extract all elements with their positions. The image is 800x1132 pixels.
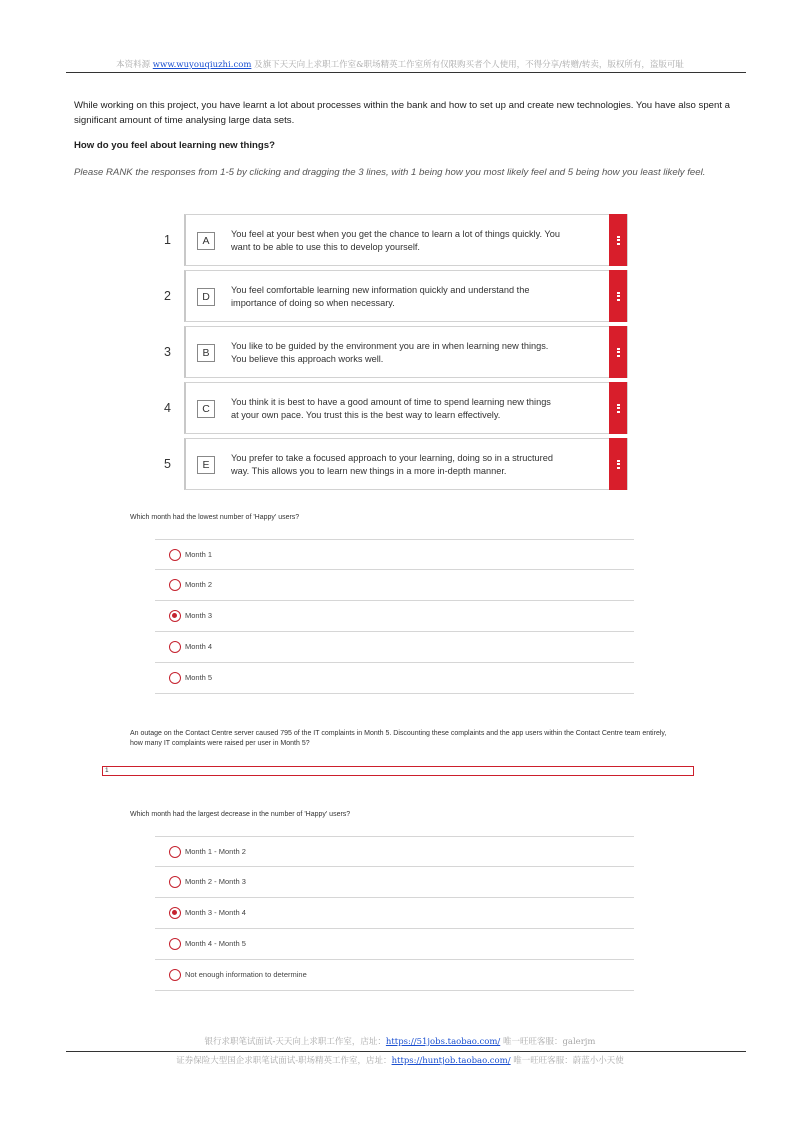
rank-number: 2 <box>164 289 171 303</box>
question4-options <box>155 836 634 991</box>
intro-text: While working on this project, you have learnt a lot about processes within the bank and how to set up and create new technologies. You have also spent a significant amount of time analysing large data sets. <box>74 100 730 126</box>
drag-handle[interactable] <box>609 326 627 378</box>
rank-letter: B <box>197 344 215 362</box>
question2-title: Which month had the lowest number of 'Happy' users? <box>130 514 300 521</box>
rank-letter: A <box>197 232 215 250</box>
footer-line-1 <box>0 1035 800 1047</box>
drag-handle[interactable] <box>609 214 627 266</box>
radio-option-label: Month 1 <box>185 550 213 559</box>
radio-button[interactable] <box>169 938 181 950</box>
question1-instruction: Please RANK the responses from 1-5 by clicking and dragging the 3 lines, with 1 being how you most likely feel and 5 being how you least likely feel. <box>74 167 706 178</box>
rank-row <box>160 214 628 266</box>
rank-row <box>160 382 628 434</box>
question3-answer-input[interactable]: 1 <box>102 766 694 776</box>
rank-card[interactable] <box>184 326 628 378</box>
radio-button[interactable] <box>169 672 181 684</box>
rank-number: 4 <box>164 401 171 415</box>
rank-card[interactable] <box>184 270 628 322</box>
radio-button[interactable] <box>169 907 181 919</box>
radio-option-label: Month 4 <box>185 642 213 651</box>
rank-letter: C <box>197 400 215 418</box>
radio-option-label: Month 3 - Month 4 <box>185 908 246 917</box>
radio-option-label: Month 5 <box>185 673 213 682</box>
rank-row <box>160 438 628 490</box>
radio-button[interactable] <box>169 876 181 888</box>
rank-letter: E <box>197 456 215 474</box>
rank-letter: D <box>197 288 215 306</box>
drag-handle[interactable] <box>609 382 627 434</box>
drag-handle[interactable] <box>609 270 627 322</box>
radio-button[interactable] <box>169 579 181 591</box>
radio-option[interactable] <box>155 539 634 570</box>
rank-text: You prefer to take a focused approach to your learning, doing so in a structured way. This allows you to learn new things in a more in-depth manner. <box>231 453 553 476</box>
radio-option-label: Month 2 <box>185 580 213 589</box>
rank-card[interactable] <box>184 214 628 266</box>
header-suffix: 及旗下天天向上求职工作室&职场精英工作室所有仅限购买者个人使用，不得分享/转赠/转卖，版权所有，盗版可耻 <box>251 60 684 70</box>
radio-button[interactable] <box>169 610 181 622</box>
rank-text: You feel comfortable learning new information quickly and understand the importance of doing so when necessary. <box>231 285 530 308</box>
footer-line-2 <box>0 1054 800 1066</box>
drag-handle-icon <box>617 348 620 357</box>
radio-option-label: Not enough information to determine <box>185 970 307 979</box>
rank-number: 1 <box>164 233 171 247</box>
question2-options <box>155 539 634 694</box>
radio-option-label: Month 1 - Month 2 <box>185 847 246 856</box>
footer-line1-prefix: 银行求职笔试面试-天天向上求职工作室，店址： <box>204 1037 386 1047</box>
header-link[interactable]: www.wuyouqiuzhi.com <box>152 60 252 70</box>
question4-title: Which month had the largest decrease in the number of 'Happy' users? <box>130 811 351 818</box>
footer-line2-prefix: 证券保险大型国企求职笔试面试-职场精英工作室，店址： <box>176 1056 392 1066</box>
radio-option-label: Month 3 <box>185 611 213 620</box>
rank-number: 5 <box>164 457 171 471</box>
radio-button[interactable] <box>169 641 181 653</box>
rank-text: You feel at your best when you get the chance to learn a lot of things quickly. You want to be able to use this to develop yourself. <box>231 229 560 252</box>
rank-row <box>160 326 628 378</box>
radio-button[interactable] <box>169 549 181 561</box>
radio-button[interactable] <box>169 969 181 981</box>
drag-handle-icon <box>617 292 620 301</box>
footer-line2-link[interactable]: https://huntjob.taobao.com/ <box>391 1056 511 1066</box>
drag-handle-icon <box>617 404 620 413</box>
drag-handle[interactable] <box>609 438 627 490</box>
footer-line2-suffix: 唯一旺旺客服：蔚蓝小小天使 <box>510 1056 624 1066</box>
rank-number: 3 <box>164 345 171 359</box>
radio-option[interactable] <box>155 929 634 960</box>
radio-option-label: Month 4 - Month 5 <box>185 939 246 948</box>
footer-line1-link[interactable]: https://51jobs.taobao.com/ <box>385 1037 501 1047</box>
rank-text: You like to be guided by the environment you are in when learning new things. You believe this approach works well. <box>231 341 549 364</box>
radio-option[interactable] <box>155 898 634 929</box>
footer-line1-suffix: 唯一旺旺客服：galerjm <box>500 1037 596 1047</box>
question1-title: How do you feel about learning new things? <box>74 140 275 151</box>
radio-option[interactable] <box>155 663 634 694</box>
page-header <box>0 58 800 70</box>
radio-option-label: Month 2 - Month 3 <box>185 877 246 886</box>
radio-option[interactable] <box>155 632 634 663</box>
header-divider <box>66 72 746 73</box>
rank-card[interactable] <box>184 438 628 490</box>
radio-option[interactable] <box>155 960 634 991</box>
radio-option[interactable] <box>155 601 634 632</box>
radio-button[interactable] <box>169 846 181 858</box>
header-prefix: 本资料源 <box>116 60 153 70</box>
question3-text: An outage on the Contact Centre server caused 795 of the IT complaints in Month 5. Discounting these complaints and the app users within the Contact Centre team entirely, how many IT complaints were raised per user in Month 5? <box>130 730 667 747</box>
footer-divider <box>66 1051 746 1052</box>
drag-handle-icon <box>617 460 620 469</box>
radio-option[interactable] <box>155 836 634 867</box>
rank-text: You think it is best to have a good amount of time to spend learning new things at your own pace. You trust this is the best way to learn effectively. <box>231 397 551 420</box>
drag-handle-icon <box>617 236 620 245</box>
radio-option[interactable] <box>155 570 634 601</box>
rank-card[interactable] <box>184 382 628 434</box>
rank-row <box>160 270 628 322</box>
radio-option[interactable] <box>155 867 634 898</box>
